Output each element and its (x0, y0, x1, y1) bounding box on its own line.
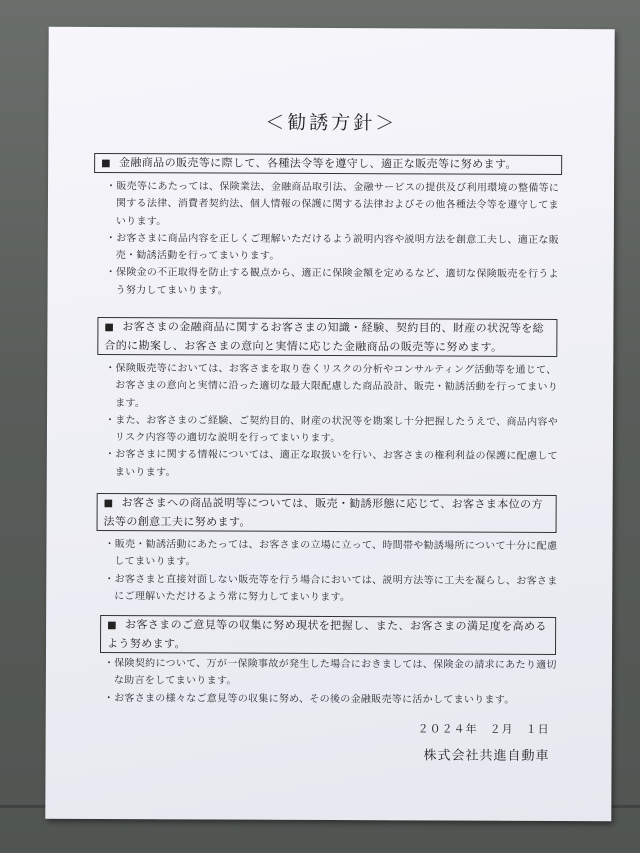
list-item: ・お客さまに関する情報については、適正な取扱いを行い、お客さまの権利利益の保護に配慮してまいります。 (104, 449, 558, 479)
section-items-3 (102, 536, 564, 607)
list-item: ・お客さまの様々なご意見等の収集に努め、その後の金融販売等に活かしてまいります。 (103, 692, 515, 706)
bullet-square-icon: ■ (107, 620, 118, 632)
issue-date: ２０２４年 ２月 １日 (417, 722, 550, 736)
policy-notice (45, 27, 614, 821)
bullet-square-icon: ■ (103, 498, 114, 510)
list-item: ・保険金の不正取得を防止する観点から、適正に保険金額を定めるなど、適切な保険販売を行うよう努力してまいります。 (105, 267, 559, 297)
section-items-1 (104, 178, 567, 301)
list-item: ・販売・勧誘活動にあたっては、お客さまの立場に立って、時間帯や勧誘場所について十分に配慮してまいります。 (104, 539, 558, 568)
section-items-4 (102, 655, 564, 709)
section-heading-1: ■ 金融商品の販売等に際して、各種法令等を遵守し、適正な販売等に努めます。 (94, 153, 562, 175)
bullet-square-icon: ■ (104, 322, 115, 334)
section-heading-3: ■ お客さまへの商品説明等については、販売・勧誘形態に応じて、お客さま本位の方法等の創意工夫に努めます。 (97, 493, 557, 533)
list-item: ・また、お客さまのご経験、ご契約目的、財産の状況等を勘案し十分把握したうえで、商品内容やリスク内容等の適切な説明を行ってまいります。 (104, 414, 559, 445)
list-item: ・お客さまに商品内容を正しくご理解いただけるよう説明内容や説明方法を創意工夫し、適正な販売・勧誘活動を行ってまいります。 (105, 232, 560, 262)
section-heading-4: ■ お客さまのご意見等の収集に努め現状を把握し、また、お客さまの満足度を高めるよう努めます。 (100, 615, 556, 655)
list-item: ・保険契約について、万が一保険事故が発生した場合におきましては、保険金の請求にあたり適切な助言をしてまいります。 (103, 658, 557, 687)
list-item: ・保険販売等においては、お客さまを取り巻くリスクの分析やコンサルティング活動等を通じて、お客さまの意向と実情に沿った適切な最大限配慮した商品設計、販売・勧誘活動を行ってまいります。 (105, 363, 559, 409)
company-name: 株式会社共進自動車 (423, 748, 550, 764)
bullet-square-icon: ■ (101, 157, 112, 170)
section-items-2 (103, 360, 566, 483)
list-item: ・お客さまと直接対面しない販売等を行う場合においては、説明方法等に工夫を凝らし、お客さまにご理解いただけるよう常に努力してまいります。 (104, 573, 558, 603)
document-title: ＜勧誘方針＞ (265, 111, 398, 135)
section-heading-2: ■ お客さまの金融商品に関するお客さまの知識・経験、契約目的、財産の状況等を総合的に勘案し、お客さまの意向と実情に応じた金融商品の販売等に努めます。 (97, 317, 557, 357)
list-item: ・販売等にあたっては、保険業法、金融商品取引法、金融サービスの提供及び利用環境の整備等に関する法律、消費者契約法、個人情報の保護に関する法律およびその他各種法令等を遵守してまいります。 (106, 181, 560, 227)
